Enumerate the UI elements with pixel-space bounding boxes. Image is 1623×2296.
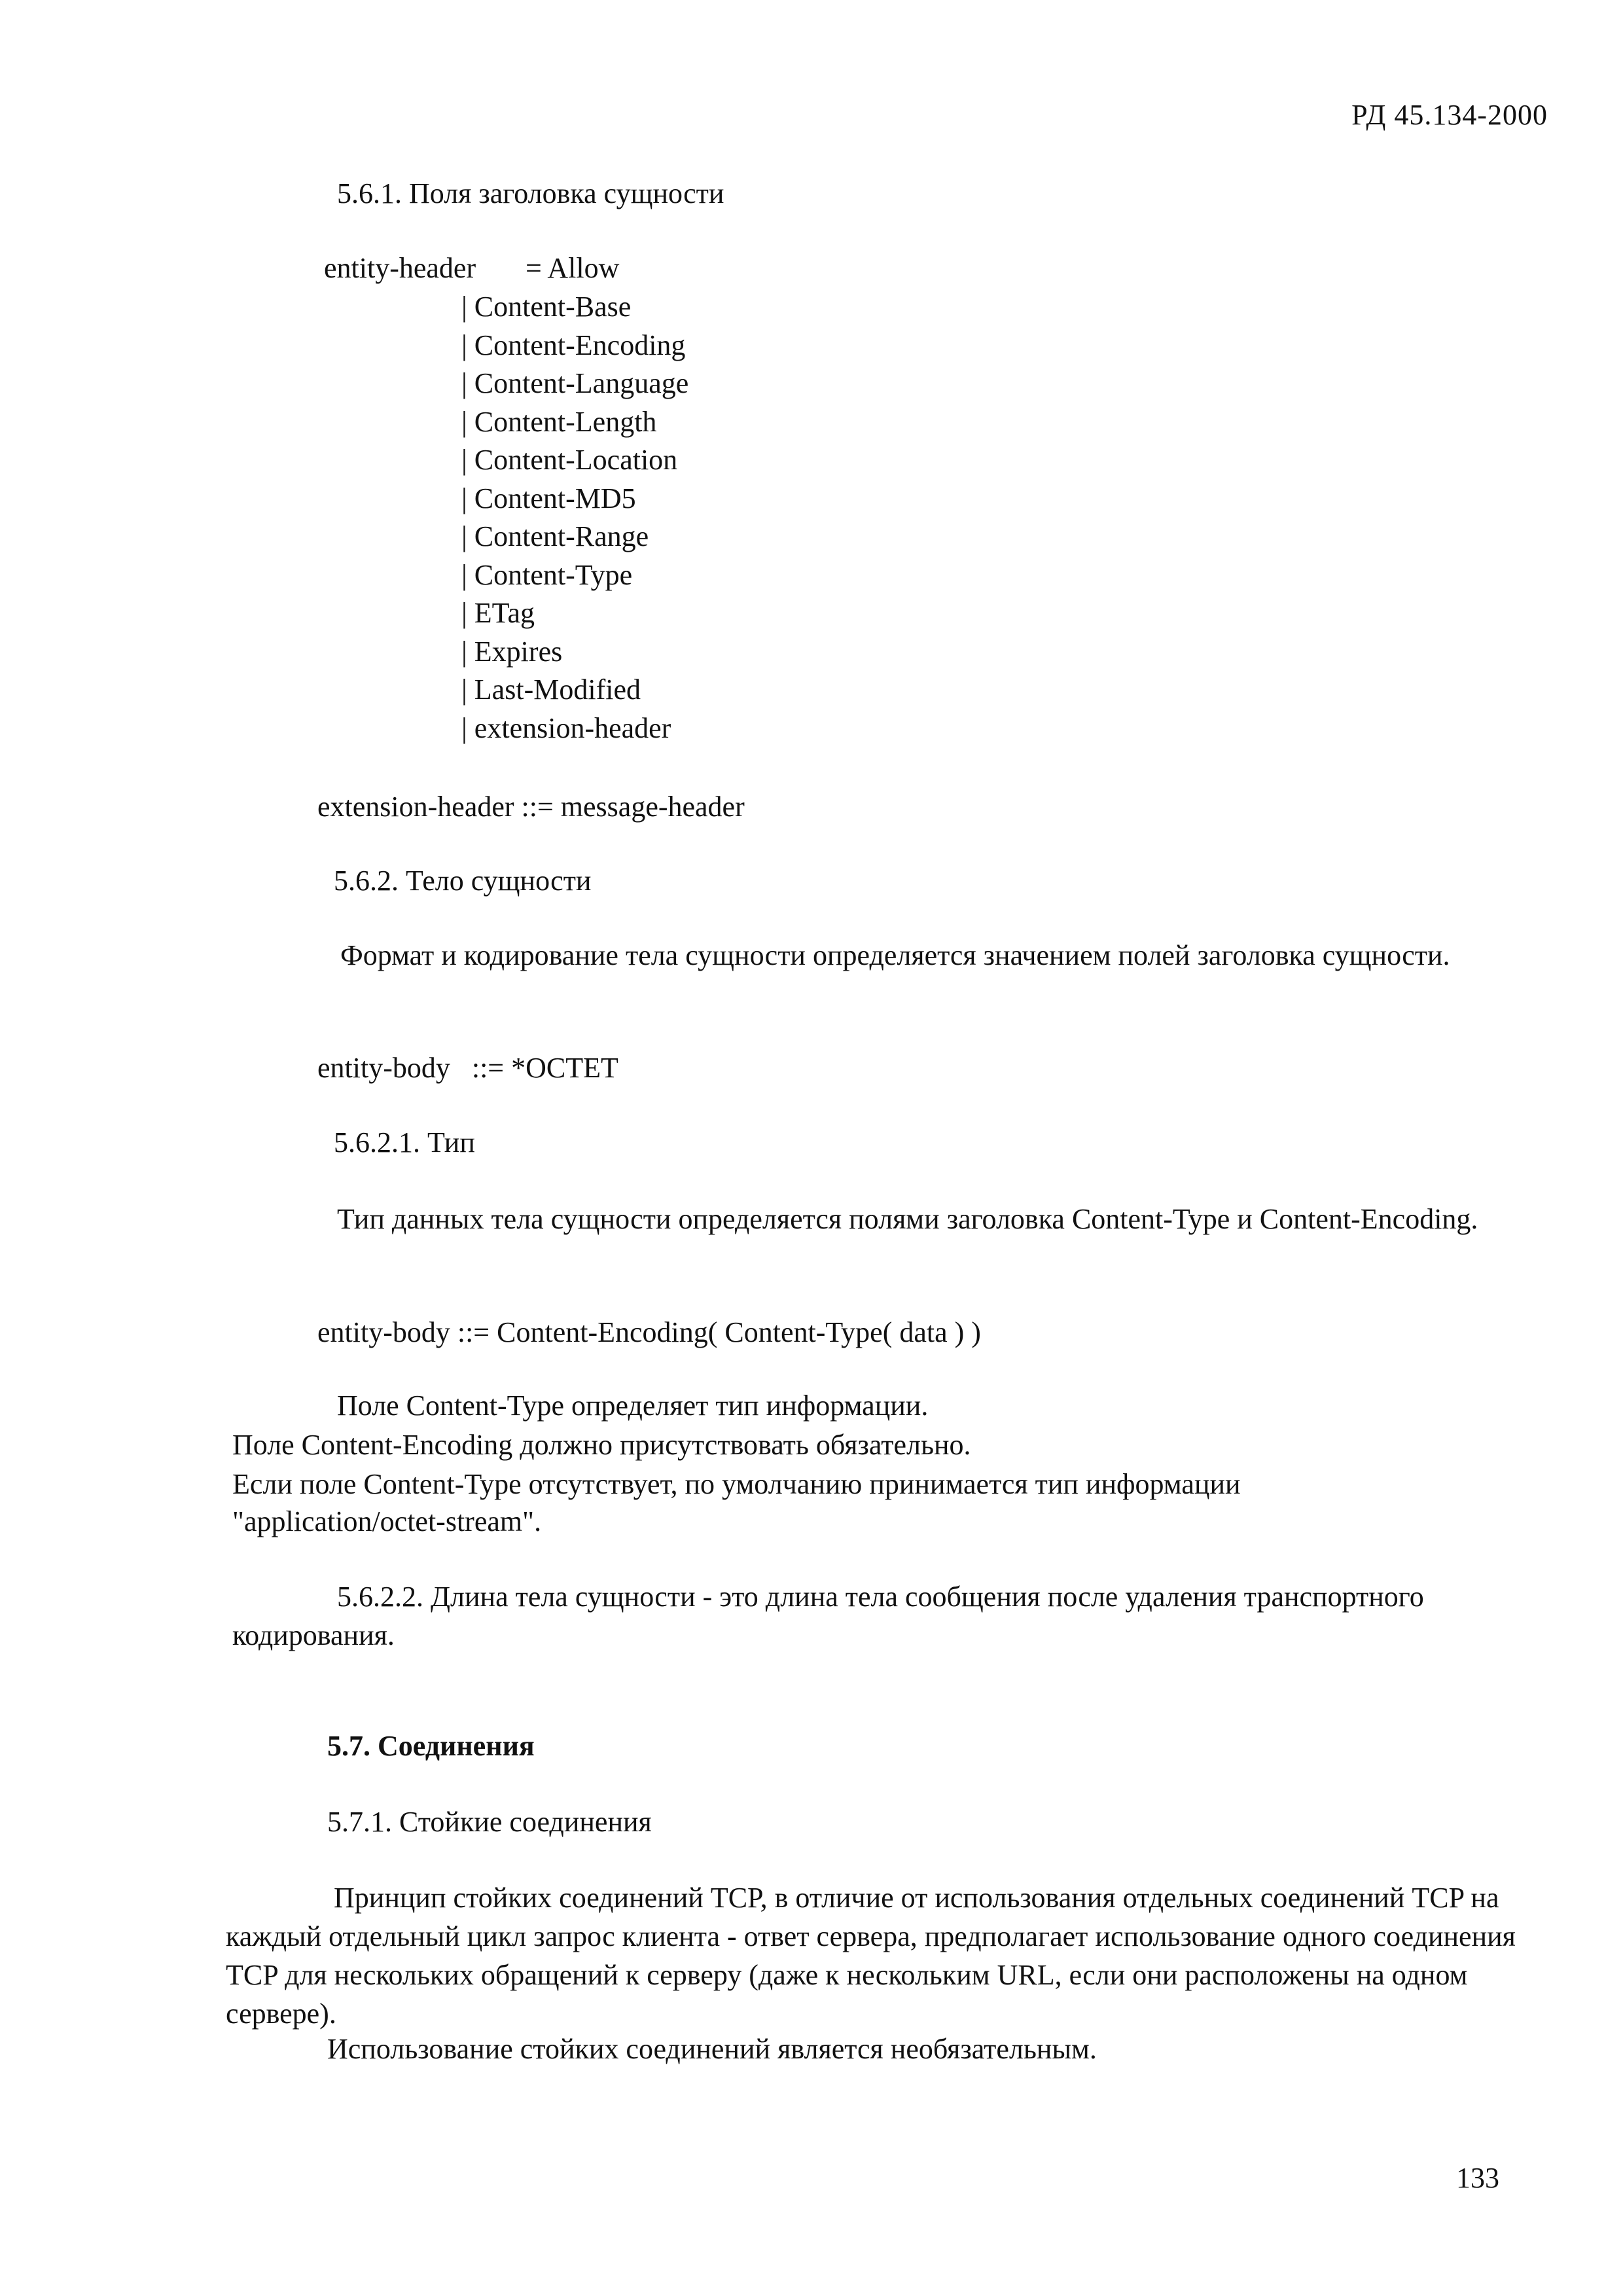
section-562-paragraph: Формат и кодирование тела сущности определяется значением полей заголовка сущности. [340, 939, 1450, 971]
alternative-item: | Content-Language [461, 367, 689, 399]
entity-header-label: entity-header [324, 252, 476, 284]
section-57-title: 5.7. Соединения [327, 1730, 535, 1762]
alternative-item: | Content-Base [461, 291, 632, 323]
alternative-item: | Last-Modified [461, 673, 641, 706]
alternative-item: | ETag [461, 597, 535, 629]
section-571-title: 5.7.1. Стойкие соединения [327, 1806, 652, 1838]
alternative-item: | Content-Length [461, 405, 657, 438]
section-5622-paragraph: 5.6.2.2. Длина тела сущности - это длина тела сообщения после удаления транспортного кодирования. [232, 1581, 1424, 1651]
alternative-item: | extension-header [461, 711, 671, 744]
content-type-note: Поле Content-Type определяет тип информации. [337, 1390, 929, 1422]
content-encoding-note: Поле Content-Encoding должно присутствовать обязательно. [232, 1429, 971, 1461]
alternative-item: | Content-Type [461, 558, 633, 591]
entity-header-first-alternative: = Allow [526, 252, 620, 284]
section-5621-paragraph: Тип данных тела сущности определяется полями заголовка Content-Type и Content-Encoding. [337, 1203, 1478, 1235]
alternative-item: | Content-Range [461, 520, 649, 552]
page-number: 133 [1456, 2162, 1499, 2194]
section-571-note: Использование стойких соединений является необязательным. [327, 2033, 1097, 2065]
entity-header-alternatives [461, 288, 688, 747]
entity-body-octet-rule: entity-body ::= *OCTET [317, 1052, 618, 1084]
section-561-title: 5.6.1. Поля заголовка сущности [337, 177, 724, 209]
default-type-note: Если поле Content-Type отсутствует, по умолчанию принимается тип информации [232, 1468, 1241, 1500]
alternative-item: | Content-MD5 [461, 482, 636, 514]
extension-header-rule: extension-header ::= message-header [317, 791, 745, 823]
section-571-paragraph: Принцип стойких соединений TCP, в отличие от использования отдельных соединений TCP на каждый отдельный цикл запрос клиента - ответ сервера, предполагает использование одного соединения TCP для нескольких обращений к серверу (даже к нескольким URL, если они расположены на одном сервере). [226, 1882, 1516, 2030]
default-type-value: "application/octet-stream". [232, 1505, 542, 1537]
alternative-item: | Content-Location [461, 444, 678, 476]
entity-body-encoding-rule: entity-body ::= Content-Encoding( Content-Type( data ) ) [317, 1316, 981, 1348]
section-5621-title: 5.6.2.1. Тип [334, 1126, 475, 1158]
document-code: РД 45.134-2000 [1351, 99, 1548, 131]
alternative-item: | Expires [461, 635, 563, 668]
alternative-item: | Content-Encoding [461, 329, 686, 361]
section-562-title: 5.6.2. Тело сущности [334, 865, 592, 897]
